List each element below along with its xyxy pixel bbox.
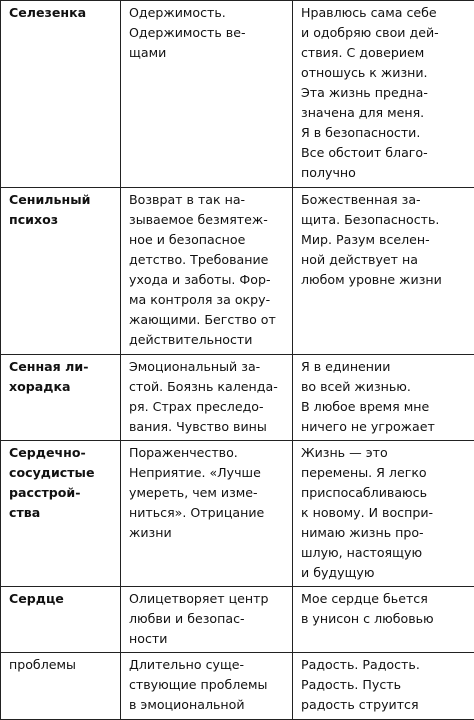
- affirmation-line: значена для меня.: [301, 103, 474, 123]
- cause-line: Длительно суще-: [129, 655, 286, 675]
- affirmation-line: ствия. С доверием: [301, 43, 474, 63]
- cause-line: ствующие проблемы: [129, 675, 286, 695]
- affirmation-line: Мир. Разум вселен-: [301, 230, 474, 250]
- affirmation-line: Нравлюсь сама себе: [301, 3, 474, 23]
- affirmation-line: Я в единении: [301, 357, 474, 377]
- affirmation-line: шлую, настоящую: [301, 543, 474, 563]
- affirmation-line: Я в безопасности.: [301, 123, 474, 143]
- term-line: расстрой-: [9, 483, 114, 503]
- table-row: [1, 355, 474, 441]
- cause-line: стой. Боязнь календа-: [129, 377, 286, 397]
- table-row: [1, 188, 474, 355]
- cause-line: Одержимость.: [129, 3, 286, 23]
- affirmation-line: во всей жизнью.: [301, 377, 474, 397]
- cause-line: вания. Чувство вины: [129, 417, 286, 437]
- cause-line: Одержимость ве-: [129, 23, 286, 43]
- term-line: Сенная ли-: [9, 357, 114, 377]
- cause-line: щами: [129, 43, 286, 63]
- cause-line: ухода и заботы. Фор-: [129, 270, 286, 290]
- affirmation-line: к новому. И воспри-: [301, 503, 474, 523]
- cause-line: зываемое безмятеж-: [129, 210, 286, 230]
- cause-line: умереть, чем изме-: [129, 483, 286, 503]
- table-row: [1, 653, 474, 720]
- term-line: проблемы: [9, 655, 114, 675]
- affirmation-line: перемены. Я легко: [301, 463, 474, 483]
- affirmation-line: Эта жизнь предна-: [301, 83, 474, 103]
- term-cell: [1, 355, 121, 441]
- cause-line: ма контроля за окру-: [129, 290, 286, 310]
- affirmation-line: любом уровне жизни: [301, 270, 474, 290]
- affirmation-line: Радость. Радость.: [301, 655, 474, 675]
- term-line: сосудистые: [9, 463, 114, 483]
- cause-cell: [121, 587, 293, 653]
- table-row: [1, 587, 474, 653]
- affirmation-line: нимаю жизнь про-: [301, 523, 474, 543]
- affirmation-line: радость струится: [301, 695, 474, 715]
- cause-line: ное и безопасное: [129, 230, 286, 250]
- affirmation-line: ной действует на: [301, 250, 474, 270]
- term-cell: [1, 1, 121, 188]
- cause-cell: [121, 188, 293, 355]
- cause-cell: [121, 441, 293, 587]
- term-cell: [1, 188, 121, 355]
- affirmation-cell: [293, 653, 474, 720]
- affirmation-cell: [293, 355, 474, 441]
- term-cell: [1, 587, 121, 653]
- cause-line: ности: [129, 629, 286, 649]
- affirmation-line: приспосабливаюсь: [301, 483, 474, 503]
- affirmation-line: и одобряю свои дей-: [301, 23, 474, 43]
- term-line: Сенильный: [9, 190, 114, 210]
- affirmation-line: щита. Безопасность.: [301, 210, 474, 230]
- cause-line: любви и безопас-: [129, 609, 286, 629]
- term-line: Сердечно-: [9, 443, 114, 463]
- affirmation-line: ничего не угрожает: [301, 417, 474, 437]
- affirmation-line: Радость. Пусть: [301, 675, 474, 695]
- cause-line: Пораженчество.: [129, 443, 286, 463]
- affirmation-line: и будущую: [301, 563, 474, 583]
- affirmation-line: получно: [301, 163, 474, 183]
- cause-line: Олицетворяет центр: [129, 589, 286, 609]
- cause-line: детство. Требование: [129, 250, 286, 270]
- cause-cell: [121, 653, 293, 720]
- cause-line: жающими. Бегство от: [129, 310, 286, 330]
- affirmation-cell: [293, 441, 474, 587]
- affirmation-line: Жизнь — это: [301, 443, 474, 463]
- affirmation-line: Божественная за-: [301, 190, 474, 210]
- cause-line: жизни: [129, 523, 286, 543]
- cause-line: Неприятие. «Лучше: [129, 463, 286, 483]
- cause-line: в эмоциональной: [129, 695, 286, 715]
- term-line: ства: [9, 503, 114, 523]
- term-line: хорадка: [9, 377, 114, 397]
- term-cell: [1, 441, 121, 587]
- affirmation-cell: [293, 1, 474, 188]
- cause-line: ря. Страх преследо-: [129, 397, 286, 417]
- affirmation-line: Мое сердце бьется: [301, 589, 474, 609]
- affirmation-line: Все обстоит благо-: [301, 143, 474, 163]
- cause-line: Возврат в так на-: [129, 190, 286, 210]
- affirmation-line: в унисон с любовью: [301, 609, 474, 629]
- term-line: психоз: [9, 210, 114, 230]
- affirmation-cell: [293, 188, 474, 355]
- cause-cell: [121, 355, 293, 441]
- cause-line: ниться». Отрицание: [129, 503, 286, 523]
- table-row: [1, 441, 474, 587]
- affirmation-line: отношусь к жизни.: [301, 63, 474, 83]
- term-line: Селезенка: [9, 3, 114, 23]
- affirmation-cell: [293, 587, 474, 653]
- cause-cell: [121, 1, 293, 188]
- term-line: Сердце: [9, 589, 114, 609]
- cause-line: действительности: [129, 330, 286, 350]
- term-cell: [1, 653, 121, 720]
- table-row: [1, 1, 474, 188]
- affirmation-line: В любое время мне: [301, 397, 474, 417]
- cause-line: Эмоциональный за-: [129, 357, 286, 377]
